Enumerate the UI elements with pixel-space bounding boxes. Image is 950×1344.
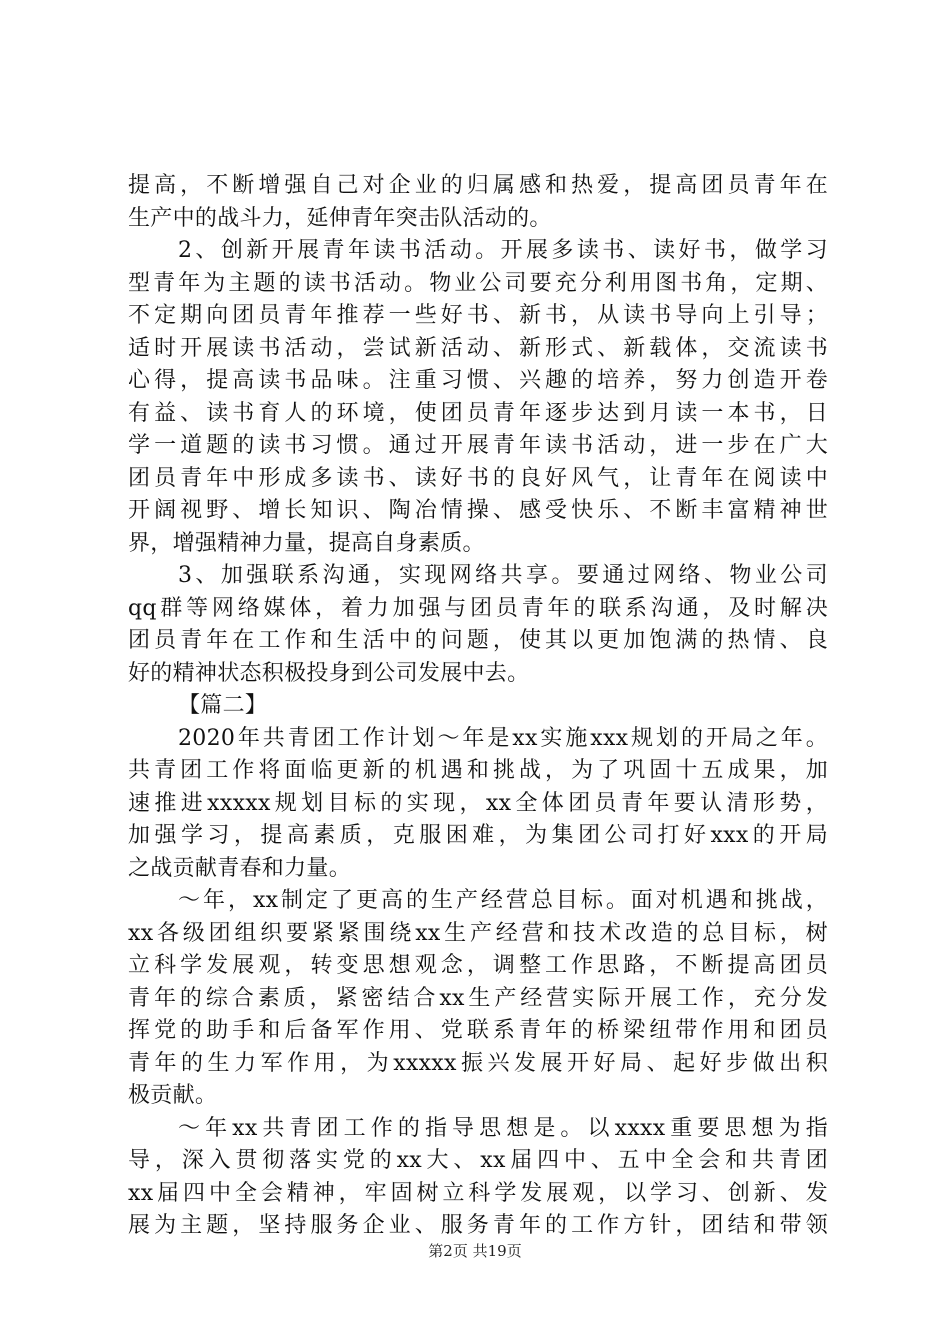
text-line: 适时开展读书活动，尝试新活动、新形式、新载体，交流读书 xyxy=(128,335,828,361)
text-line: 团员青年中形成多读书、读好书的良好风气，让青年在阅读中 xyxy=(128,465,828,491)
text-line: 共青团工作将面临更新的机遇和挑战，为了巩固十五成果，加 xyxy=(128,758,828,783)
text-line: 团员青年在工作和生活中的问题，使其以更加饱满的热情、良 xyxy=(128,628,828,653)
text-line: 生产中的战斗力，延伸青年突击队活动的。 xyxy=(128,205,552,231)
document-body xyxy=(128,170,828,1243)
text-line: 开阔视野、增长知识、陶冶情操、感受快乐、不断丰富精神世 xyxy=(128,498,828,523)
text-line: 有益、读书育人的环境，使团员青年逐步达到月读一本书，日 xyxy=(128,400,828,426)
text-line: 心得，提高读书品味。注重习惯、兴趣的培养，努力创造开卷 xyxy=(128,368,828,393)
text-line: xx届四中全会精神，牢固树立科学发展观，以学习、创新、发 xyxy=(128,1180,828,1206)
text-line: 青年的综合素质，紧密结合xx生产经营实际开展工作，充分发 xyxy=(128,985,828,1011)
text-line: ～年xx共青团工作的指导思想是。以xxxx重要思想为指 xyxy=(178,1115,828,1141)
text-line: 展为主题，坚持服务企业、服务青年的工作方针，团结和带领 xyxy=(128,1213,828,1238)
text-line: 导，深入贯彻落实党的xx大、xx届四中、五中全会和共青团 xyxy=(128,1148,828,1173)
text-line: 2、创新开展青年读书活动。开展多读书、读好书，做学习 xyxy=(178,238,828,263)
text-line: 型青年为主题的读书活动。物业公司要充分利用图书角，定期、 xyxy=(128,270,828,296)
text-line: 提高，不断增强自己对企业的归属感和热爱，提高团员青年在 xyxy=(128,173,828,198)
text-line: 加强学习，提高素质，克服困难，为集团公司打好xxx的开局 xyxy=(128,823,828,848)
text-line: 界，增强精神力量，提高自身素质。 xyxy=(128,530,485,556)
text-line: 【篇二】 xyxy=(178,693,268,718)
text-line: 3、加强联系沟通，实现网络共享。要通过网络、物业公司 xyxy=(178,563,828,588)
text-line: 好的精神状态积极投身到公司发展中去。 xyxy=(128,660,530,686)
text-line: 挥党的助手和后备军作用、党联系青年的桥梁纽带作用和团员 xyxy=(128,1018,828,1043)
text-line: 极贡献。 xyxy=(128,1083,218,1108)
page-footer: 第2页 共19页 xyxy=(428,1242,522,1260)
text-line: 速推进xxxxx规划目标的实现，xx全体团员青年要认清形势， xyxy=(128,790,828,816)
text-line: 之战贡献青春和力量。 xyxy=(128,855,352,881)
text-line: ～年，xx制定了更高的生产经营总目标。面对机遇和挑战， xyxy=(178,888,828,913)
text-line: qq群等网络媒体，着力加强与团员青年的联系沟通，及时解决 xyxy=(128,595,828,621)
text-line: 立科学发展观，转变思想观念，调整工作思路，不断提高团员 xyxy=(128,953,828,978)
text-line: 不定期向团员青年推荐一些好书、新书，从读书导向上引导； xyxy=(128,303,828,328)
text-line: 学一道题的读书习惯。通过开展青年读书活动，进一步在广大 xyxy=(128,433,828,458)
text-line: 青年的生力军作用，为xxxxx振兴发展开好局、起好步做出积 xyxy=(128,1050,828,1076)
text-line: 2020年共青团工作计划～年是xx实施xxx规划的开局之年。 xyxy=(178,725,828,751)
text-line: xx各级团组织要紧紧围绕xx生产经营和技术改造的总目标，树 xyxy=(128,920,828,946)
